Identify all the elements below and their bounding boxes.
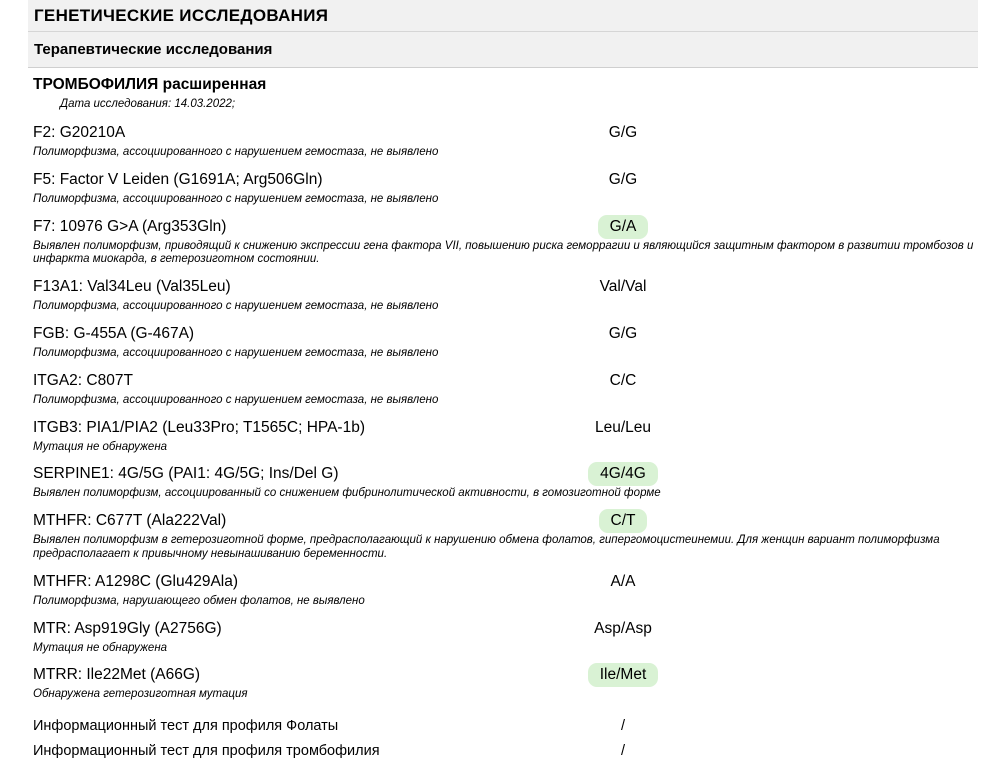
test-name: ITGB3: PIA1/PIA2 (Leu33Pro; T1565C; HPA-1b)	[33, 418, 365, 436]
info-test-row	[33, 743, 978, 759]
test-result-value: C/T	[599, 509, 648, 533]
test-row	[33, 620, 978, 656]
test-line	[33, 278, 978, 296]
test-row	[33, 325, 978, 361]
test-note: Выявлен полиморфизм, ассоциированный со снижением фибринолитической активности, в гомозиготной форме	[33, 487, 661, 500]
test-note: Полиморфизма, ассоциированного с нарушением гемостаза, не выявлено	[33, 346, 439, 359]
info-test-name: Информационный тест для профиля Фолаты	[33, 718, 339, 735]
test-line	[33, 419, 978, 437]
test-result	[560, 666, 686, 684]
test-row	[33, 666, 978, 702]
test-line	[33, 465, 978, 483]
test-row	[33, 171, 978, 207]
test-line	[33, 372, 978, 390]
test-row	[33, 419, 978, 455]
test-result	[560, 325, 686, 343]
test-result-value: Val/Val	[599, 278, 647, 296]
test-results-list	[0, 124, 1000, 702]
test-row	[33, 218, 978, 268]
test-result	[560, 620, 686, 638]
test-result-value: 4G/4G	[588, 462, 658, 486]
test-note: Мутация не обнаружена	[33, 440, 168, 453]
test-name: F2: G20210A	[33, 124, 126, 141]
test-note: Выявлен полиморфизм, приводящий к снижению экспрессии гена фактора VII, повышению риска геморрагии и являющийся защитным фактором в развитии тромбозов и инфаркта миокарда, в гетерозиготном состоянии.	[33, 239, 974, 266]
test-row	[33, 372, 978, 408]
test-note: Полиморфизма, ассоциированного с нарушением гемостаза, не выявлено	[33, 146, 439, 158]
test-name: F7: 10976 G>A (Arg353Gln)	[33, 217, 227, 235]
study-date: Дата исследования: 14.03.2022;	[60, 98, 236, 110]
test-result-value: C/C	[609, 371, 637, 389]
test-name: F13A1: Val34Leu (Val35Leu)	[33, 278, 231, 296]
test-result	[560, 419, 686, 437]
test-result	[560, 124, 686, 142]
page-title: ГЕНЕТИЧЕСКИЕ ИССЛЕДОВАНИЯ	[28, 0, 978, 32]
test-note: Выявлен полиморфизм в гетерозиготной форме, предрасполагающий к нарушению обмена фолатов, гипергомоцистеинемии. Для женщин вариант полиморфизма предрасполагает к привычному невынашиванию беременности.	[33, 534, 940, 560]
info-test-result: /	[620, 743, 626, 760]
test-line	[33, 124, 978, 142]
test-line	[33, 171, 978, 189]
test-result-value: G/G	[608, 170, 638, 188]
test-note: Полиморфизма, ассоциированного с нарушением гемостаза, не выявлено	[33, 393, 439, 406]
test-result-value: Ile/Met	[588, 663, 659, 687]
test-result-value: Asp/Asp	[594, 619, 652, 637]
test-row	[33, 573, 978, 609]
info-test-name: Информационный тест для профиля тромбофилия	[33, 743, 380, 760]
test-result	[560, 218, 686, 236]
report-header-band	[28, 0, 978, 68]
test-row	[33, 465, 978, 501]
test-note: Полиморфизма, нарушающего обмен фолатов, не выявлено	[33, 594, 365, 607]
test-result-value: A/A	[610, 572, 636, 590]
test-row	[33, 278, 978, 314]
test-result	[560, 465, 686, 483]
test-line	[33, 620, 978, 638]
test-result-value: G/G	[608, 324, 638, 342]
test-line	[33, 512, 978, 530]
test-result	[560, 171, 686, 189]
test-name: MTHFR: C677T (Ala222Val)	[33, 512, 227, 530]
test-result	[560, 573, 686, 591]
test-name: F5: Factor V Leiden (G1691A; Arg506Gln)	[33, 170, 323, 188]
test-name: MTR: Asp919Gly (A2756G)	[33, 619, 222, 637]
info-test-result: /	[620, 718, 626, 735]
test-row	[33, 124, 978, 160]
test-name: ITGA2: C807T	[33, 371, 133, 389]
test-name: SERPINE1: 4G/5G (PAI1: 4G/5G; Ins/Del G)	[33, 465, 339, 483]
test-result-value: G/A	[598, 215, 649, 239]
test-row	[33, 512, 978, 562]
test-result	[560, 512, 686, 530]
test-name: MTRR: Ile22Met (A66G)	[33, 666, 201, 684]
test-note: Полиморфизма, ассоциированного с нарушением гемостаза, не выявлено	[33, 300, 439, 313]
test-line	[33, 573, 978, 591]
page-subtitle: Терапевтические исследования	[34, 41, 273, 58]
test-name: MTHFR: A1298C (Glu429Ala)	[33, 572, 239, 590]
test-note: Мутация не обнаружена	[33, 641, 168, 654]
test-result	[560, 372, 686, 390]
test-result-value: Leu/Leu	[594, 418, 652, 436]
info-test-row	[33, 718, 978, 734]
test-name: FGB: G-455A (G-467A)	[33, 324, 195, 342]
test-note: Обнаружена гетерозиготная мутация	[33, 688, 248, 701]
test-line	[33, 325, 978, 343]
info-tests-list	[0, 718, 1000, 759]
test-note: Полиморфизма, ассоциированного с нарушением гемостаза, не выявлено	[33, 192, 439, 205]
test-line	[33, 666, 978, 684]
test-result-value: G/G	[608, 124, 638, 141]
section-title: ТРОМБОФИЛИЯ расширенная	[33, 76, 267, 93]
test-result	[560, 278, 686, 296]
test-line	[33, 218, 978, 236]
